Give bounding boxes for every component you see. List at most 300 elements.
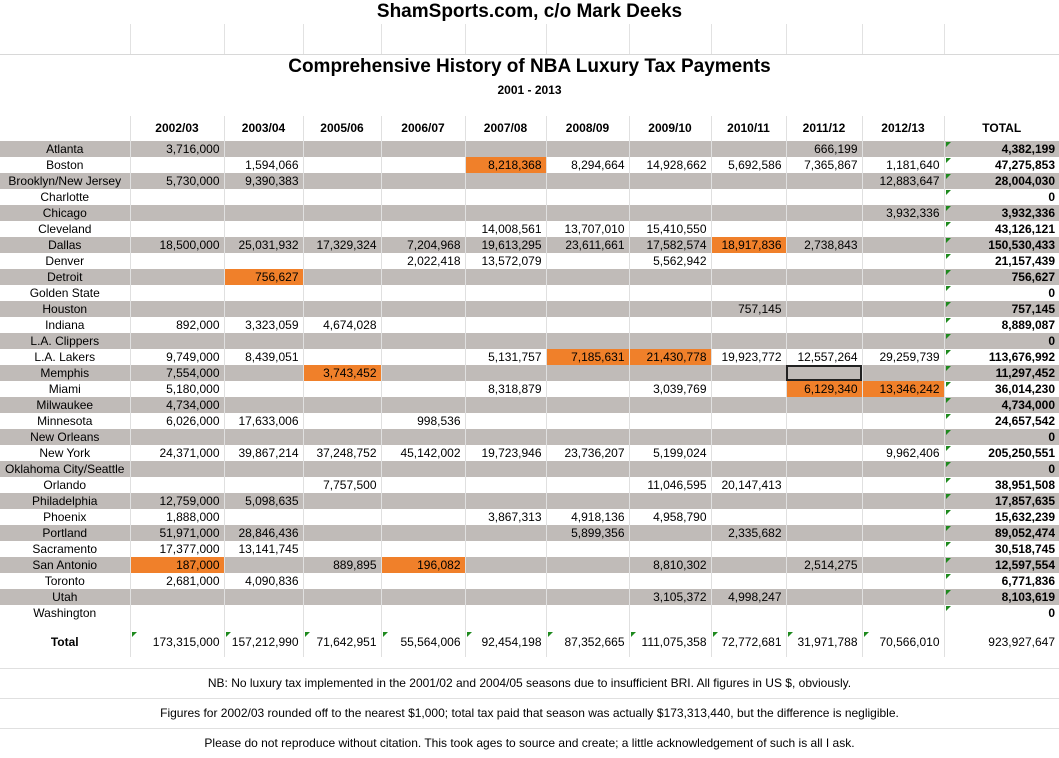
value-cell[interactable] — [303, 605, 381, 621]
value-cell[interactable] — [303, 525, 381, 541]
value-cell[interactable] — [465, 573, 546, 589]
value-cell[interactable]: 19,723,946 — [465, 445, 546, 461]
value-cell[interactable] — [381, 509, 465, 525]
team-total-cell[interactable]: 30,518,745 — [944, 541, 1059, 557]
value-cell[interactable] — [303, 589, 381, 605]
team-total-cell[interactable]: 36,014,230 — [944, 381, 1059, 397]
value-cell[interactable] — [862, 477, 944, 493]
value-cell[interactable]: 14,008,561 — [465, 221, 546, 237]
value-cell[interactable]: 9,390,383 — [224, 173, 303, 189]
value-cell[interactable] — [465, 301, 546, 317]
value-cell[interactable] — [381, 525, 465, 541]
team-total-cell[interactable]: 24,657,542 — [944, 413, 1059, 429]
value-cell[interactable] — [303, 141, 381, 157]
value-cell[interactable] — [465, 413, 546, 429]
value-cell[interactable] — [381, 173, 465, 189]
value-cell[interactable] — [629, 429, 711, 445]
team-name-cell[interactable]: Toronto — [0, 573, 130, 589]
value-cell[interactable] — [786, 333, 862, 349]
value-cell[interactable]: 7,185,631 — [546, 349, 629, 365]
team-name-cell[interactable]: New Orleans — [0, 429, 130, 445]
value-cell[interactable]: 889,895 — [303, 557, 381, 573]
team-name-cell[interactable]: Dallas — [0, 237, 130, 253]
value-cell[interactable] — [465, 605, 546, 621]
value-cell[interactable] — [711, 397, 786, 413]
value-cell[interactable] — [224, 477, 303, 493]
value-cell[interactable]: 12,759,000 — [130, 493, 224, 509]
value-cell[interactable]: 998,536 — [381, 413, 465, 429]
value-cell[interactable] — [711, 413, 786, 429]
value-cell[interactable] — [629, 605, 711, 621]
value-cell[interactable] — [381, 477, 465, 493]
value-cell[interactable]: 13,707,010 — [546, 221, 629, 237]
value-cell[interactable] — [629, 541, 711, 557]
value-cell[interactable] — [711, 221, 786, 237]
team-name-cell[interactable]: Denver — [0, 253, 130, 269]
value-cell[interactable] — [629, 205, 711, 221]
grand-total-cell[interactable]: 923,927,647 — [944, 627, 1059, 657]
value-cell[interactable] — [629, 333, 711, 349]
team-total-cell[interactable]: 43,126,121 — [944, 221, 1059, 237]
value-cell[interactable] — [546, 493, 629, 509]
value-cell[interactable]: 892,000 — [130, 317, 224, 333]
value-cell[interactable] — [224, 253, 303, 269]
value-cell[interactable]: 666,199 — [786, 141, 862, 157]
value-cell[interactable] — [546, 285, 629, 301]
value-cell[interactable] — [303, 205, 381, 221]
value-cell[interactable] — [629, 141, 711, 157]
value-cell[interactable] — [381, 381, 465, 397]
team-name-cell[interactable]: Utah — [0, 589, 130, 605]
team-total-cell[interactable]: 21,157,439 — [944, 253, 1059, 269]
value-cell[interactable] — [546, 301, 629, 317]
value-cell[interactable]: 2,022,418 — [381, 253, 465, 269]
column-header-2005-06[interactable]: 2005/06 — [303, 116, 381, 141]
season-total-cell[interactable]: 87,352,665 — [546, 627, 629, 657]
value-cell[interactable] — [224, 189, 303, 205]
value-cell[interactable] — [381, 349, 465, 365]
value-cell[interactable] — [381, 493, 465, 509]
value-cell[interactable]: 5,562,942 — [629, 253, 711, 269]
team-total-cell[interactable]: 12,597,554 — [944, 557, 1059, 573]
team-name-cell[interactable]: Golden State — [0, 285, 130, 301]
team-name-cell[interactable]: Minnesota — [0, 413, 130, 429]
season-total-cell[interactable]: 55,564,006 — [381, 627, 465, 657]
value-cell[interactable]: 4,674,028 — [303, 317, 381, 333]
value-cell[interactable] — [465, 461, 546, 477]
value-cell[interactable] — [303, 333, 381, 349]
value-cell[interactable] — [224, 605, 303, 621]
column-header-2002-03[interactable]: 2002/03 — [130, 116, 224, 141]
value-cell[interactable]: 757,145 — [711, 301, 786, 317]
value-cell[interactable]: 29,259,739 — [862, 349, 944, 365]
column-header-total[interactable]: TOTAL — [944, 116, 1059, 141]
team-total-cell[interactable]: 38,951,508 — [944, 477, 1059, 493]
value-cell[interactable]: 13,346,242 — [862, 381, 944, 397]
column-header-2010-11[interactable]: 2010/11 — [711, 116, 786, 141]
value-cell[interactable] — [303, 509, 381, 525]
value-cell[interactable]: 3,932,336 — [862, 205, 944, 221]
value-cell[interactable] — [546, 365, 629, 381]
value-cell[interactable] — [130, 221, 224, 237]
value-cell[interactable] — [546, 189, 629, 205]
value-cell[interactable] — [629, 573, 711, 589]
value-cell[interactable] — [465, 205, 546, 221]
value-cell[interactable] — [546, 541, 629, 557]
value-cell[interactable] — [303, 493, 381, 509]
value-cell[interactable] — [546, 477, 629, 493]
value-cell[interactable] — [546, 333, 629, 349]
value-cell[interactable] — [465, 269, 546, 285]
value-cell[interactable]: 2,514,275 — [786, 557, 862, 573]
value-cell[interactable]: 3,323,059 — [224, 317, 303, 333]
value-cell[interactable]: 17,329,324 — [303, 237, 381, 253]
column-header-2012-13[interactable]: 2012/13 — [862, 116, 944, 141]
team-total-cell[interactable]: 8,103,619 — [944, 589, 1059, 605]
season-total-cell[interactable]: 72,772,681 — [711, 627, 786, 657]
value-cell[interactable]: 3,743,452 — [303, 365, 381, 381]
value-cell[interactable] — [711, 205, 786, 221]
value-cell[interactable] — [786, 509, 862, 525]
value-cell[interactable]: 7,554,000 — [130, 365, 224, 381]
value-cell[interactable] — [862, 301, 944, 317]
value-cell[interactable] — [130, 285, 224, 301]
value-cell[interactable] — [786, 397, 862, 413]
team-name-cell[interactable]: Boston — [0, 157, 130, 173]
value-cell[interactable] — [629, 493, 711, 509]
value-cell[interactable] — [381, 461, 465, 477]
value-cell[interactable] — [786, 477, 862, 493]
team-total-cell[interactable]: 3,932,336 — [944, 205, 1059, 221]
value-cell[interactable] — [862, 605, 944, 621]
value-cell[interactable]: 20,147,413 — [711, 477, 786, 493]
value-cell[interactable] — [224, 461, 303, 477]
value-cell[interactable] — [711, 189, 786, 205]
value-cell[interactable]: 17,633,006 — [224, 413, 303, 429]
value-cell[interactable] — [465, 429, 546, 445]
value-cell[interactable]: 11,046,595 — [629, 477, 711, 493]
value-cell[interactable] — [546, 573, 629, 589]
value-cell[interactable] — [465, 397, 546, 413]
value-cell[interactable] — [381, 301, 465, 317]
value-cell[interactable] — [711, 557, 786, 573]
value-cell[interactable] — [786, 221, 862, 237]
value-cell[interactable]: 8,294,664 — [546, 157, 629, 173]
team-total-cell[interactable]: 4,734,000 — [944, 397, 1059, 413]
team-total-cell[interactable]: 0 — [944, 189, 1059, 205]
value-cell[interactable]: 23,611,661 — [546, 237, 629, 253]
team-total-cell[interactable]: 205,250,551 — [944, 445, 1059, 461]
team-total-cell[interactable]: 17,857,635 — [944, 493, 1059, 509]
value-cell[interactable] — [381, 285, 465, 301]
value-cell[interactable]: 39,867,214 — [224, 445, 303, 461]
value-cell[interactable]: 6,129,340 — [786, 381, 862, 397]
value-cell[interactable]: 23,736,207 — [546, 445, 629, 461]
value-cell[interactable] — [786, 253, 862, 269]
column-header-2006-07[interactable]: 2006/07 — [381, 116, 465, 141]
value-cell[interactable] — [786, 205, 862, 221]
team-total-cell[interactable]: 757,145 — [944, 301, 1059, 317]
value-cell[interactable] — [224, 221, 303, 237]
season-total-cell[interactable]: 70,566,010 — [862, 627, 944, 657]
team-name-cell[interactable]: Detroit — [0, 269, 130, 285]
value-cell[interactable] — [711, 445, 786, 461]
value-cell[interactable] — [711, 173, 786, 189]
value-cell[interactable]: 756,627 — [224, 269, 303, 285]
value-cell[interactable]: 5,180,000 — [130, 381, 224, 397]
value-cell[interactable] — [711, 269, 786, 285]
value-cell[interactable] — [786, 573, 862, 589]
value-cell[interactable] — [130, 301, 224, 317]
value-cell[interactable] — [862, 269, 944, 285]
value-cell[interactable]: 17,582,574 — [629, 237, 711, 253]
value-cell[interactable] — [303, 301, 381, 317]
team-name-cell[interactable]: Phoenix — [0, 509, 130, 525]
value-cell[interactable] — [465, 189, 546, 205]
value-cell[interactable] — [546, 557, 629, 573]
value-cell[interactable]: 2,335,682 — [711, 525, 786, 541]
value-cell[interactable]: 4,734,000 — [130, 397, 224, 413]
value-cell[interactable] — [303, 573, 381, 589]
team-total-cell[interactable]: 8,889,087 — [944, 317, 1059, 333]
value-cell[interactable]: 8,218,368 — [465, 157, 546, 173]
value-cell[interactable]: 4,998,247 — [711, 589, 786, 605]
value-cell[interactable] — [381, 317, 465, 333]
value-cell[interactable] — [786, 317, 862, 333]
value-cell[interactable] — [546, 381, 629, 397]
value-cell[interactable] — [303, 157, 381, 173]
value-cell[interactable] — [629, 397, 711, 413]
value-cell[interactable] — [786, 461, 862, 477]
team-total-cell[interactable]: 0 — [944, 333, 1059, 349]
value-cell[interactable] — [224, 429, 303, 445]
team-name-cell[interactable]: Indiana — [0, 317, 130, 333]
value-cell[interactable]: 13,141,745 — [224, 541, 303, 557]
value-cell[interactable] — [381, 589, 465, 605]
column-header-2009-10[interactable]: 2009/10 — [629, 116, 711, 141]
value-cell[interactable] — [224, 141, 303, 157]
value-cell[interactable] — [711, 461, 786, 477]
season-total-cell[interactable]: 71,642,951 — [303, 627, 381, 657]
value-cell[interactable]: 6,026,000 — [130, 413, 224, 429]
value-cell[interactable] — [786, 413, 862, 429]
season-total-cell[interactable]: 173,315,000 — [130, 627, 224, 657]
value-cell[interactable]: 5,199,024 — [629, 445, 711, 461]
value-cell[interactable] — [303, 269, 381, 285]
value-cell[interactable]: 24,371,000 — [130, 445, 224, 461]
value-cell[interactable] — [711, 317, 786, 333]
value-cell[interactable] — [786, 189, 862, 205]
value-cell[interactable] — [465, 317, 546, 333]
value-cell[interactable]: 8,810,302 — [629, 557, 711, 573]
value-cell[interactable]: 1,594,066 — [224, 157, 303, 173]
value-cell[interactable] — [862, 557, 944, 573]
value-cell[interactable] — [381, 205, 465, 221]
value-cell[interactable] — [786, 525, 862, 541]
value-cell[interactable] — [303, 349, 381, 365]
value-cell[interactable] — [546, 317, 629, 333]
team-total-cell[interactable]: 89,052,474 — [944, 525, 1059, 541]
value-cell[interactable]: 9,962,406 — [862, 445, 944, 461]
value-cell[interactable]: 3,867,313 — [465, 509, 546, 525]
value-cell[interactable]: 5,730,000 — [130, 173, 224, 189]
value-cell[interactable]: 25,031,932 — [224, 237, 303, 253]
value-cell[interactable] — [224, 557, 303, 573]
value-cell[interactable]: 5,899,356 — [546, 525, 629, 541]
team-name-cell[interactable]: L.A. Lakers — [0, 349, 130, 365]
value-cell[interactable] — [381, 541, 465, 557]
value-cell[interactable] — [303, 253, 381, 269]
value-cell[interactable] — [862, 525, 944, 541]
value-cell[interactable]: 37,248,752 — [303, 445, 381, 461]
value-cell[interactable] — [224, 509, 303, 525]
value-cell[interactable] — [711, 573, 786, 589]
value-cell[interactable] — [862, 253, 944, 269]
team-name-cell[interactable]: Brooklyn/New Jersey — [0, 173, 130, 189]
value-cell[interactable]: 9,749,000 — [130, 349, 224, 365]
value-cell[interactable]: 28,846,436 — [224, 525, 303, 541]
value-cell[interactable] — [711, 381, 786, 397]
value-cell[interactable] — [381, 573, 465, 589]
value-cell[interactable] — [224, 205, 303, 221]
value-cell[interactable]: 196,082 — [381, 557, 465, 573]
value-cell[interactable] — [465, 365, 546, 381]
value-cell[interactable] — [381, 333, 465, 349]
team-total-cell[interactable]: 0 — [944, 429, 1059, 445]
team-total-cell[interactable]: 11,297,452 — [944, 365, 1059, 381]
value-cell[interactable] — [629, 269, 711, 285]
team-name-cell[interactable]: San Antonio — [0, 557, 130, 573]
value-cell[interactable]: 12,557,264 — [786, 349, 862, 365]
team-name-cell[interactable]: Milwaukee — [0, 397, 130, 413]
value-cell[interactable]: 45,142,002 — [381, 445, 465, 461]
value-cell[interactable]: 8,439,051 — [224, 349, 303, 365]
value-cell[interactable] — [465, 173, 546, 189]
value-cell[interactable] — [786, 285, 862, 301]
team-column-header[interactable] — [0, 116, 130, 141]
value-cell[interactable]: 18,917,836 — [711, 237, 786, 253]
value-cell[interactable]: 7,757,500 — [303, 477, 381, 493]
value-cell[interactable] — [303, 413, 381, 429]
value-cell[interactable] — [862, 541, 944, 557]
value-cell[interactable] — [381, 429, 465, 445]
team-total-cell[interactable]: 113,676,992 — [944, 349, 1059, 365]
value-cell[interactable] — [629, 317, 711, 333]
value-cell[interactable] — [465, 541, 546, 557]
value-cell[interactable] — [711, 285, 786, 301]
value-cell[interactable] — [629, 301, 711, 317]
value-cell[interactable]: 2,738,843 — [786, 237, 862, 253]
value-cell[interactable] — [303, 397, 381, 413]
value-cell[interactable] — [862, 429, 944, 445]
value-cell[interactable] — [629, 173, 711, 189]
value-cell[interactable] — [546, 605, 629, 621]
value-cell[interactable] — [629, 189, 711, 205]
value-cell[interactable] — [465, 285, 546, 301]
team-name-cell[interactable]: Orlando — [0, 477, 130, 493]
value-cell[interactable] — [862, 461, 944, 477]
value-cell[interactable]: 187,000 — [130, 557, 224, 573]
value-cell[interactable] — [862, 589, 944, 605]
value-cell[interactable] — [465, 477, 546, 493]
value-cell[interactable] — [546, 429, 629, 445]
value-cell[interactable] — [224, 285, 303, 301]
value-cell[interactable] — [786, 173, 862, 189]
value-cell[interactable]: 14,928,662 — [629, 157, 711, 173]
totals-label[interactable]: Total — [0, 627, 130, 657]
value-cell[interactable] — [224, 381, 303, 397]
value-cell[interactable] — [711, 541, 786, 557]
value-cell[interactable] — [465, 525, 546, 541]
value-cell[interactable] — [546, 397, 629, 413]
value-cell[interactable] — [381, 397, 465, 413]
value-cell[interactable] — [786, 605, 862, 621]
value-cell[interactable] — [303, 173, 381, 189]
value-cell[interactable] — [303, 221, 381, 237]
value-cell[interactable] — [629, 461, 711, 477]
value-cell[interactable] — [786, 301, 862, 317]
team-name-cell[interactable]: Memphis — [0, 365, 130, 381]
value-cell[interactable] — [711, 493, 786, 509]
value-cell[interactable] — [303, 189, 381, 205]
value-cell[interactable] — [303, 381, 381, 397]
team-name-cell[interactable]: Cleveland — [0, 221, 130, 237]
value-cell[interactable]: 5,692,586 — [711, 157, 786, 173]
column-header-2007-08[interactable]: 2007/08 — [465, 116, 546, 141]
value-cell[interactable] — [786, 269, 862, 285]
value-cell[interactable] — [130, 157, 224, 173]
value-cell[interactable] — [862, 509, 944, 525]
team-total-cell[interactable]: 6,771,836 — [944, 573, 1059, 589]
value-cell[interactable] — [711, 333, 786, 349]
value-cell[interactable] — [862, 189, 944, 205]
value-cell[interactable] — [381, 221, 465, 237]
value-cell[interactable] — [786, 429, 862, 445]
value-cell[interactable]: 1,888,000 — [130, 509, 224, 525]
value-cell[interactable] — [303, 429, 381, 445]
value-cell[interactable] — [862, 317, 944, 333]
value-cell[interactable] — [786, 365, 862, 381]
value-cell[interactable] — [130, 605, 224, 621]
season-total-cell[interactable]: 31,971,788 — [786, 627, 862, 657]
value-cell[interactable]: 4,958,790 — [629, 509, 711, 525]
value-cell[interactable] — [130, 333, 224, 349]
value-cell[interactable] — [465, 493, 546, 509]
team-name-cell[interactable]: Sacramento — [0, 541, 130, 557]
team-name-cell[interactable]: L.A. Clippers — [0, 333, 130, 349]
value-cell[interactable] — [862, 237, 944, 253]
team-total-cell[interactable]: 47,275,853 — [944, 157, 1059, 173]
value-cell[interactable]: 13,572,079 — [465, 253, 546, 269]
value-cell[interactable] — [862, 365, 944, 381]
value-cell[interactable] — [465, 589, 546, 605]
value-cell[interactable]: 19,923,772 — [711, 349, 786, 365]
team-total-cell[interactable]: 28,004,030 — [944, 173, 1059, 189]
value-cell[interactable]: 19,613,295 — [465, 237, 546, 253]
value-cell[interactable] — [862, 141, 944, 157]
value-cell[interactable] — [629, 413, 711, 429]
value-cell[interactable] — [862, 285, 944, 301]
value-cell[interactable]: 2,681,000 — [130, 573, 224, 589]
value-cell[interactable] — [862, 493, 944, 509]
team-total-cell[interactable]: 0 — [944, 605, 1059, 621]
column-header-2011-12[interactable]: 2011/12 — [786, 116, 862, 141]
value-cell[interactable] — [629, 285, 711, 301]
value-cell[interactable] — [381, 157, 465, 173]
value-cell[interactable]: 5,098,635 — [224, 493, 303, 509]
team-name-cell[interactable]: Oklahoma City/Seattle — [0, 461, 130, 477]
value-cell[interactable] — [546, 589, 629, 605]
